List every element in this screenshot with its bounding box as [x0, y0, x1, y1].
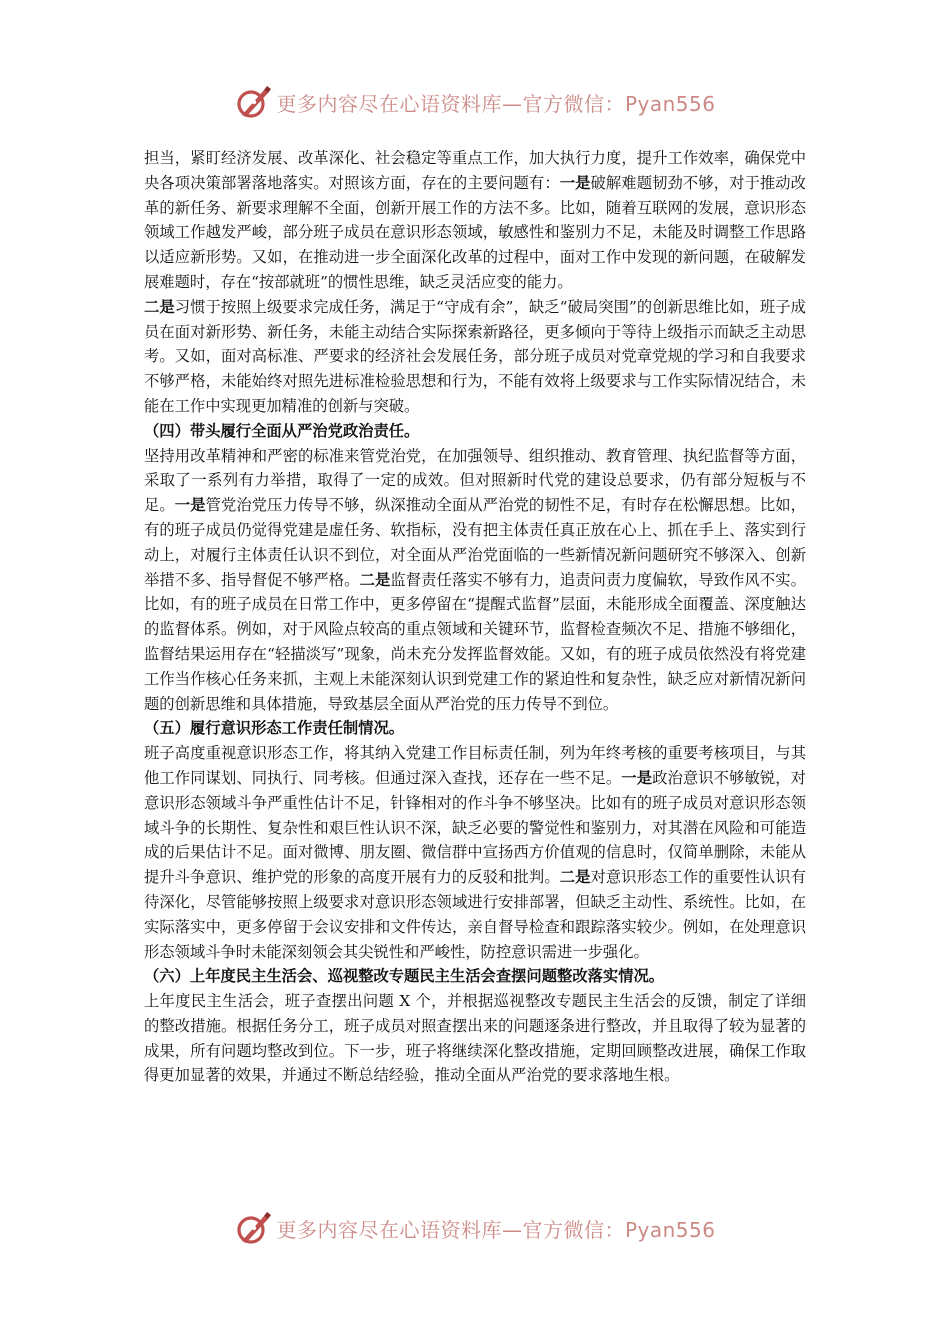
- pen-circle-logo-icon: [234, 84, 272, 120]
- paragraph: 上年度民主生活会，班子查摆出问题 X 个，并根据巡视整改专题民主生活会的反馈，制定了详细的整改措施。根据任务分工，班子成员对照查摆出来的问题逐条进行整改，并且取得了较为显著的成果，所有问题均整改到位。下一步，班子将继续深化整改措施，定期回顾整改进展，确保工作取得更加显著的效果，并通过不断总结经验，推动全面从严治党的要求落地生根。: [144, 992, 806, 1085]
- paragraph: 班子高度重视意识形态工作，将其纳入党建工作目标责任制，列为年终考核的重要考核项目，与其他工作同谋划、同执行、同考核。但通过深入查找，还存在一些不足。一是政治意识不够敏锐，对意识形态领域斗争严重性估计不足，针锋相对的作斗争不够坚决。比如有的班子成员对意识形态领域斗争的长期性、复杂性和艰巨性认识不深，缺乏必要的警觉性和鉴别力，对其潜在风险和可能造成的后果估计不足。面对微博、朋友圈、微信群中宣扬西方价值观的信息时，仅简单删除，未能从提升斗争意识、维护党的形象的高度开展有力的反驳和批判。二是对意识形态工作的重要性认识有待深化，尽管能够按照上级要求对意识形态领域进行安排部署，但缺乏主动性、系统性。比如，在实际落实中，更多停留于会议安排和文件传达，亲自督导检查和跟踪落实较少。例如，在处理意识形态领域斗争时未能深刻领会其尖锐性和严峻性，防控意识需进一步强化。: [144, 744, 806, 961]
- section-heading-6: （六）上年度民主生活会、巡视整改专题民主生活会查摆问题整改落实情况。: [144, 967, 665, 986]
- section-heading-5: （五）履行意识形态工作责任制情况。: [144, 719, 405, 738]
- paragraph: 坚持用改革精神和严密的标准来管党治党，在加强领导、组织推动、教育管理、执纪监督等方面，采取了一系列有力举措，取得了一定的成效。但对照新时代党的建设总要求，仍有部分短板与不足。一是管党治党压力传导不够，纵深推动全面从严治党的韧性不足，有时存在松懈思想。比如，有的班子成员仍觉得党建是虚任务、软指标，没有把主体责任真正放在心上、抓在手上、落实到行动上，对履行主体责任认识不到位，对全面从严治党面临的一些新情况新问题研究不够深入、创新举措不多、指导督促不够严格。二是监督责任落实不够有力，追责问责力度偏软，导致作风不实。比如，有的班子成员在日常工作中，更多停留在“提醒式监督”层面，未能形成全面覆盖、深度触达的监督体系。例如，对于风险点较高的重点领域和关键环节，监督检查频次不足、措施不够细化，监督结果运用存在“轻描淡写”现象，尚未充分发挥监督效能。又如，有的班子成员依然没有将党建工作当作核心任务来抓，主观上未能深刻认识到党建工作的紧迫性和复杂性，缺乏应对新情况新问题的创新思维和具体措施，导致基层全面从严治党的压力传导不到位。: [144, 446, 806, 713]
- banner-text: 更多内容尽在心语资料库—官方微信：Pyan556: [276, 1217, 716, 1242]
- pen-circle-logo-icon: [234, 1210, 272, 1246]
- paragraph: 二是习惯于按照上级要求完成任务，满足于“守成有余”，缺乏“破局突围”的创新思维比如，班子成员在面对新形势、新任务，未能主动结合实际探索新路径，更多倾向于等待上级指示而缺乏主动思考。又如，面对高标准、严要求的经济社会发展任务，部分班子成员对党章党规的学习和自我要求不够严格，未能始终对照先进标准检验思想和行为，不能有效将上级要求与工作实际情况结合，未能在工作中实现更加精准的创新与突破。: [144, 297, 806, 415]
- document-body: [144, 146, 806, 1088]
- section-heading-4: （四）带头履行全面从严治党政治责任。: [144, 421, 420, 440]
- banner-text: 更多内容尽在心语资料库—官方微信：Pyan556: [276, 91, 716, 116]
- header-banner: [0, 82, 950, 122]
- paragraph: 担当，紧盯经济发展、改革深化、社会稳定等重点工作，加大执行力度，提升工作效率，确保党中央各项决策部署落地落实。对照该方面，存在的主要问题有：一是破解难题韧劲不够，对于推动改革的新任务、新要求理解不全面，创新开展工作的方法不多。比如，随着互联网的发展，意识形态领域工作越发严峻，部分班子成员在意识形态领域，敏感性和鉴别力不足，未能及时调整工作思路以适应新形势。又如，在推动进一步全面深化改革的过程中，面对工作中发现的新问题，在破解发展难题时，存在“按部就班”的惯性思维，缺乏灵活应变的能力。: [144, 149, 806, 291]
- footer-banner: [0, 1208, 950, 1248]
